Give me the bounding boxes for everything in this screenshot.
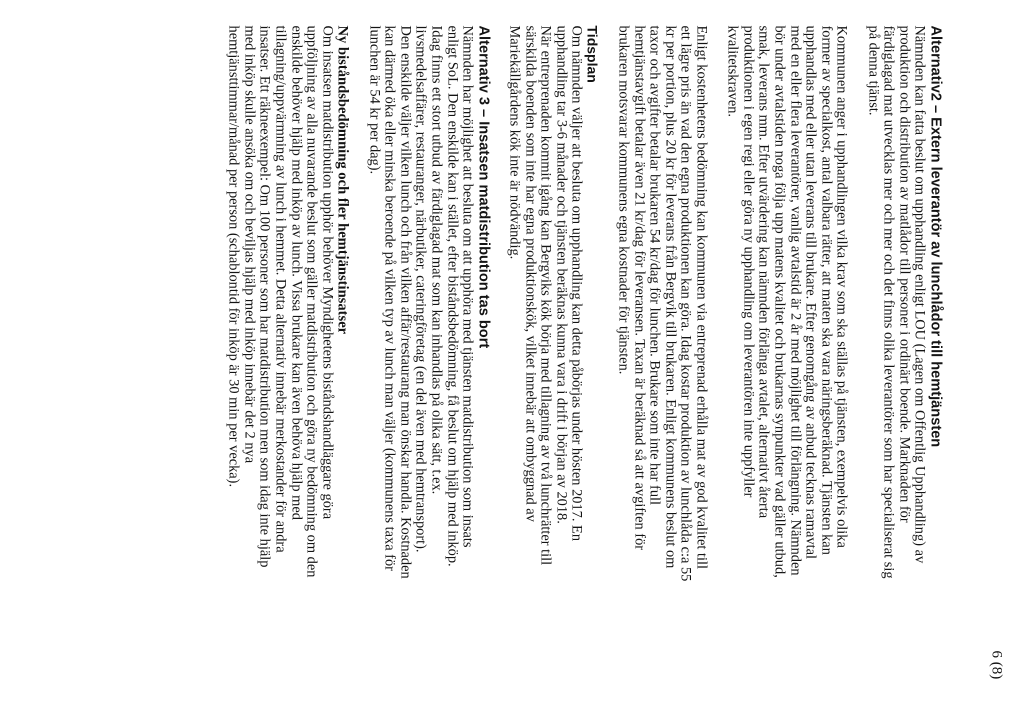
text-line: former av specialkost, antal valbara rätter, att maten ska vara näringsberäknad. Tjänsten kan bbox=[817, 25, 834, 555]
text-line: hemtjänstavgift betalar även 21 kr/dag för leveransen. Taxan är beräknad så att avgiften för bbox=[630, 25, 647, 550]
text-line: Kommunen anger i upphandlingen vilka krav som ska ställas på tjänsten, exempelvis olika bbox=[833, 25, 850, 548]
paragraph-gap bbox=[708, 25, 724, 705]
text-line: Idag finns ett stort utbud av färdiglagad mat som kan inhandlas på olika sätt, t.ex. bbox=[428, 25, 444, 494]
paragraph-alt3 bbox=[365, 25, 474, 705]
text-line: särskilda boenden som inte har egna produktionskök, vilket innebär att ombyggnad av bbox=[521, 25, 538, 522]
paragraph-alt2-krav bbox=[724, 25, 849, 705]
text-line: på denna tjänst. bbox=[864, 25, 881, 115]
document-body bbox=[225, 25, 942, 705]
text-line: med inköp skulle ansöka om och beviljas hjälp med inköp innebär det 2 nya bbox=[240, 25, 257, 463]
text-line: produktion och distribution av matlådor till personer i ordinärt boende. Marknaden för bbox=[895, 25, 912, 523]
text-line: med en eller flera leverantörer, vanlig avtalstid är 2 år med möjlighet till förlängning. Nämnden bbox=[786, 25, 803, 576]
text-line: uppföljning av alla nuvarande beslut som gäller matdistribution och göra ny bedömning om den bbox=[303, 25, 320, 577]
paragraph-gap bbox=[349, 25, 365, 705]
paragraph-ny-bistandsbedomning bbox=[225, 25, 334, 705]
text-line: brukaren motsvarar kommunens egna kostnader för tjänsten. bbox=[615, 25, 632, 374]
text-line: Mariekällgårdens kök inte är nödvändig. bbox=[505, 25, 522, 259]
heading-alternativ-3: Alternativ 3 – Insatsen matdistribution tas bort bbox=[474, 25, 491, 348]
text-line: kan därmed öka eller minska beroende på vilken typ av lunch man väljer (kommunens taxa för bbox=[381, 25, 398, 571]
text-line: Om insatsen matdistribution upphör behöver Myndighetens biståndshandläggare göra bbox=[318, 25, 335, 519]
page-number: 6 (8) bbox=[988, 650, 1004, 679]
text-line: kvalitetskraven. bbox=[724, 25, 741, 117]
text-line: Den enskilde väljer vilken lunch och från vilken affär/restaurang man önskar handla. Kostnaden bbox=[396, 25, 413, 579]
text-line: ett lägre pris än vad den egna produktionen kan göra. Idag kostar produktion av lunchlåda c:a 55 bbox=[677, 25, 694, 581]
text-line: kr per portion, plus 20 kr för leverans från Bergvik till brukaren. Enligt kommunens beslut om bbox=[661, 25, 678, 568]
text-line: taxor och avgifter betalar brukaren 54 kr/dag för lunchen. Brukare som inte har full bbox=[646, 25, 663, 505]
paragraph-alt2-kostnad bbox=[615, 25, 709, 705]
text-line: hemtjänsttimmar/månad per person (schablontid för inköp är 30 min per vecka). bbox=[225, 25, 242, 487]
paragraph-gap bbox=[490, 25, 506, 705]
text-line: Nämnden har möjlighet att besluta om att upphöra med tjänsten matdistribution som insats bbox=[459, 25, 476, 547]
text-line: insatser. Ett räkneexempel: Om 100 personer som har matdistribution men som idag inte hjälp bbox=[256, 25, 273, 567]
text-line: Nämnden kan fatta beslut om upphandling enligt LOU (Lagen om Offentlig Upphandling) av bbox=[911, 25, 928, 563]
text-line: upphandlas med eller utan leverans till brukare. Efter genomgång av anbud tecknas ramavtal bbox=[802, 25, 819, 559]
paragraph-gap bbox=[599, 25, 615, 705]
heading-tidsplan: Tidsplan bbox=[583, 25, 600, 83]
text-line: livsmedelsaffärer, restauranger, närbutiker, cateringföretag (en del även med hemtransport). bbox=[412, 25, 429, 553]
text-line: enskilde behöver hjälp med inköp av lunch. Vissa brukare kan även behöva hjälp med bbox=[287, 25, 304, 520]
text-line: tillagning/uppvärmning av lunch i hemmet. Detta alternativ innebär merkostander för andra bbox=[272, 25, 289, 553]
paragraph-tidsplan bbox=[505, 25, 583, 705]
text-line: lunchen är 54 kr per dag). bbox=[365, 25, 382, 174]
text-line: smak, leverans mm. Efter utvärdering kan nämnden förlänga avtalet, alternativt återta bbox=[755, 25, 772, 518]
heading-ny-bistandsbedomning: Ny biståndsbedömning och fler hemtjänstinsatser bbox=[334, 25, 351, 334]
text-line: upphandling tar 3-6 månader och tjänsten beräknas kunna vara i drift i början av 2018. bbox=[552, 25, 569, 524]
text-line: Enligt kostenhetens bedömning kan kommunen via entreprenad erhålla mat av god kvalitet till bbox=[693, 25, 710, 569]
paragraph-alt2-intro bbox=[864, 25, 926, 705]
paragraph-gap bbox=[848, 25, 864, 705]
text-line: När entreprenaden kommit igång kan Bergviks kök börja med tillagning av två lunchrätter till bbox=[537, 25, 554, 565]
heading-alternativ-2: Alternativ2 – Extern leverantör av lunchlådor till hemtjänsten bbox=[927, 25, 943, 447]
text-line: bör under avtalstiden noga följa upp matens kvalitet och brukarnas synpunkter vad gäller utbud, bbox=[771, 25, 788, 578]
text-line: enligt SoL. Den enskilde kan i stället, efter biståndsbedömning, få beslut om hjälp med inköp. bbox=[443, 25, 460, 567]
text-line: Om nämnden väljer att besluta om upphandling kan detta påbörjas under hösten 2017. En bbox=[568, 25, 585, 541]
text-line: produktionen i egen regi eller göra ny upphandling om leverantören inte uppfyller bbox=[739, 25, 756, 497]
text-line: färdiglagad mat utvecklas mer och mer och det finns olika leverantörer som har specialiserat sig bbox=[880, 25, 897, 579]
